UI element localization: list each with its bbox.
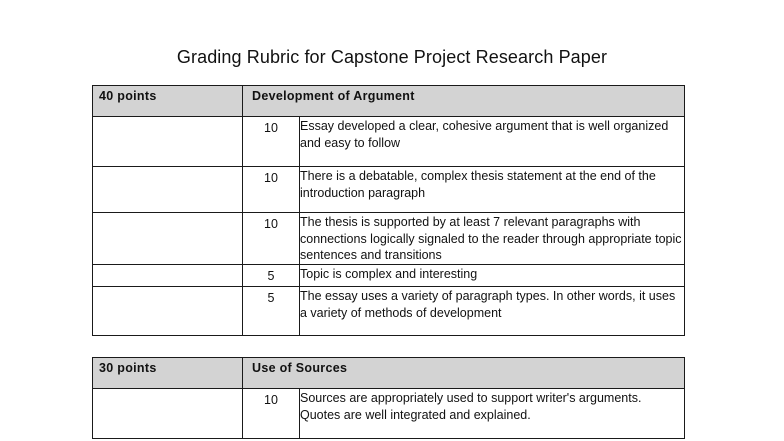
table-row xyxy=(93,117,685,167)
section-header xyxy=(93,358,685,389)
section-category: Use of Sources xyxy=(243,358,685,389)
criterion-score: 10 xyxy=(243,117,300,167)
blank-cell xyxy=(93,213,243,265)
blank-cell xyxy=(93,167,243,213)
rubric-table-development xyxy=(92,85,685,336)
section-points: 30 points xyxy=(93,358,243,389)
criterion-text: The essay uses a variety of paragraph types. In other words, it uses a variety of methods of development xyxy=(300,287,685,336)
blank-cell xyxy=(93,389,243,439)
criterion-text: Topic is complex and interesting xyxy=(300,265,685,287)
table-row xyxy=(93,265,685,287)
section-points: 40 points xyxy=(93,86,243,117)
criterion-score: 10 xyxy=(243,213,300,265)
table-row xyxy=(93,167,685,213)
section-header xyxy=(93,86,685,117)
page-title: Grading Rubric for Capstone Project Research Paper xyxy=(176,47,608,67)
criterion-text: Essay developed a clear, cohesive argument that is well organized and easy to follow xyxy=(300,117,685,167)
table-row xyxy=(93,287,685,336)
table-row xyxy=(93,213,685,265)
criterion-text: There is a debatable, complex thesis statement at the end of the introduction paragraph xyxy=(300,167,685,213)
criterion-text: The thesis is supported by at least 7 relevant paragraphs with connections logically signaled to the reader through appropriate topic sentences and transitions xyxy=(300,213,685,265)
section-category: Development of Argument xyxy=(243,86,685,117)
criterion-text: Sources are appropriately used to support writer's arguments. Quotes are well integrated and explained. xyxy=(300,389,685,439)
blank-cell xyxy=(93,265,243,287)
blank-cell xyxy=(93,117,243,167)
table-row xyxy=(93,389,685,439)
criterion-score: 5 xyxy=(243,287,300,336)
criterion-score: 10 xyxy=(243,167,300,213)
blank-cell xyxy=(93,287,243,336)
rubric-table-sources xyxy=(92,357,685,439)
criterion-score: 5 xyxy=(243,265,300,287)
criterion-score: 10 xyxy=(243,389,300,439)
